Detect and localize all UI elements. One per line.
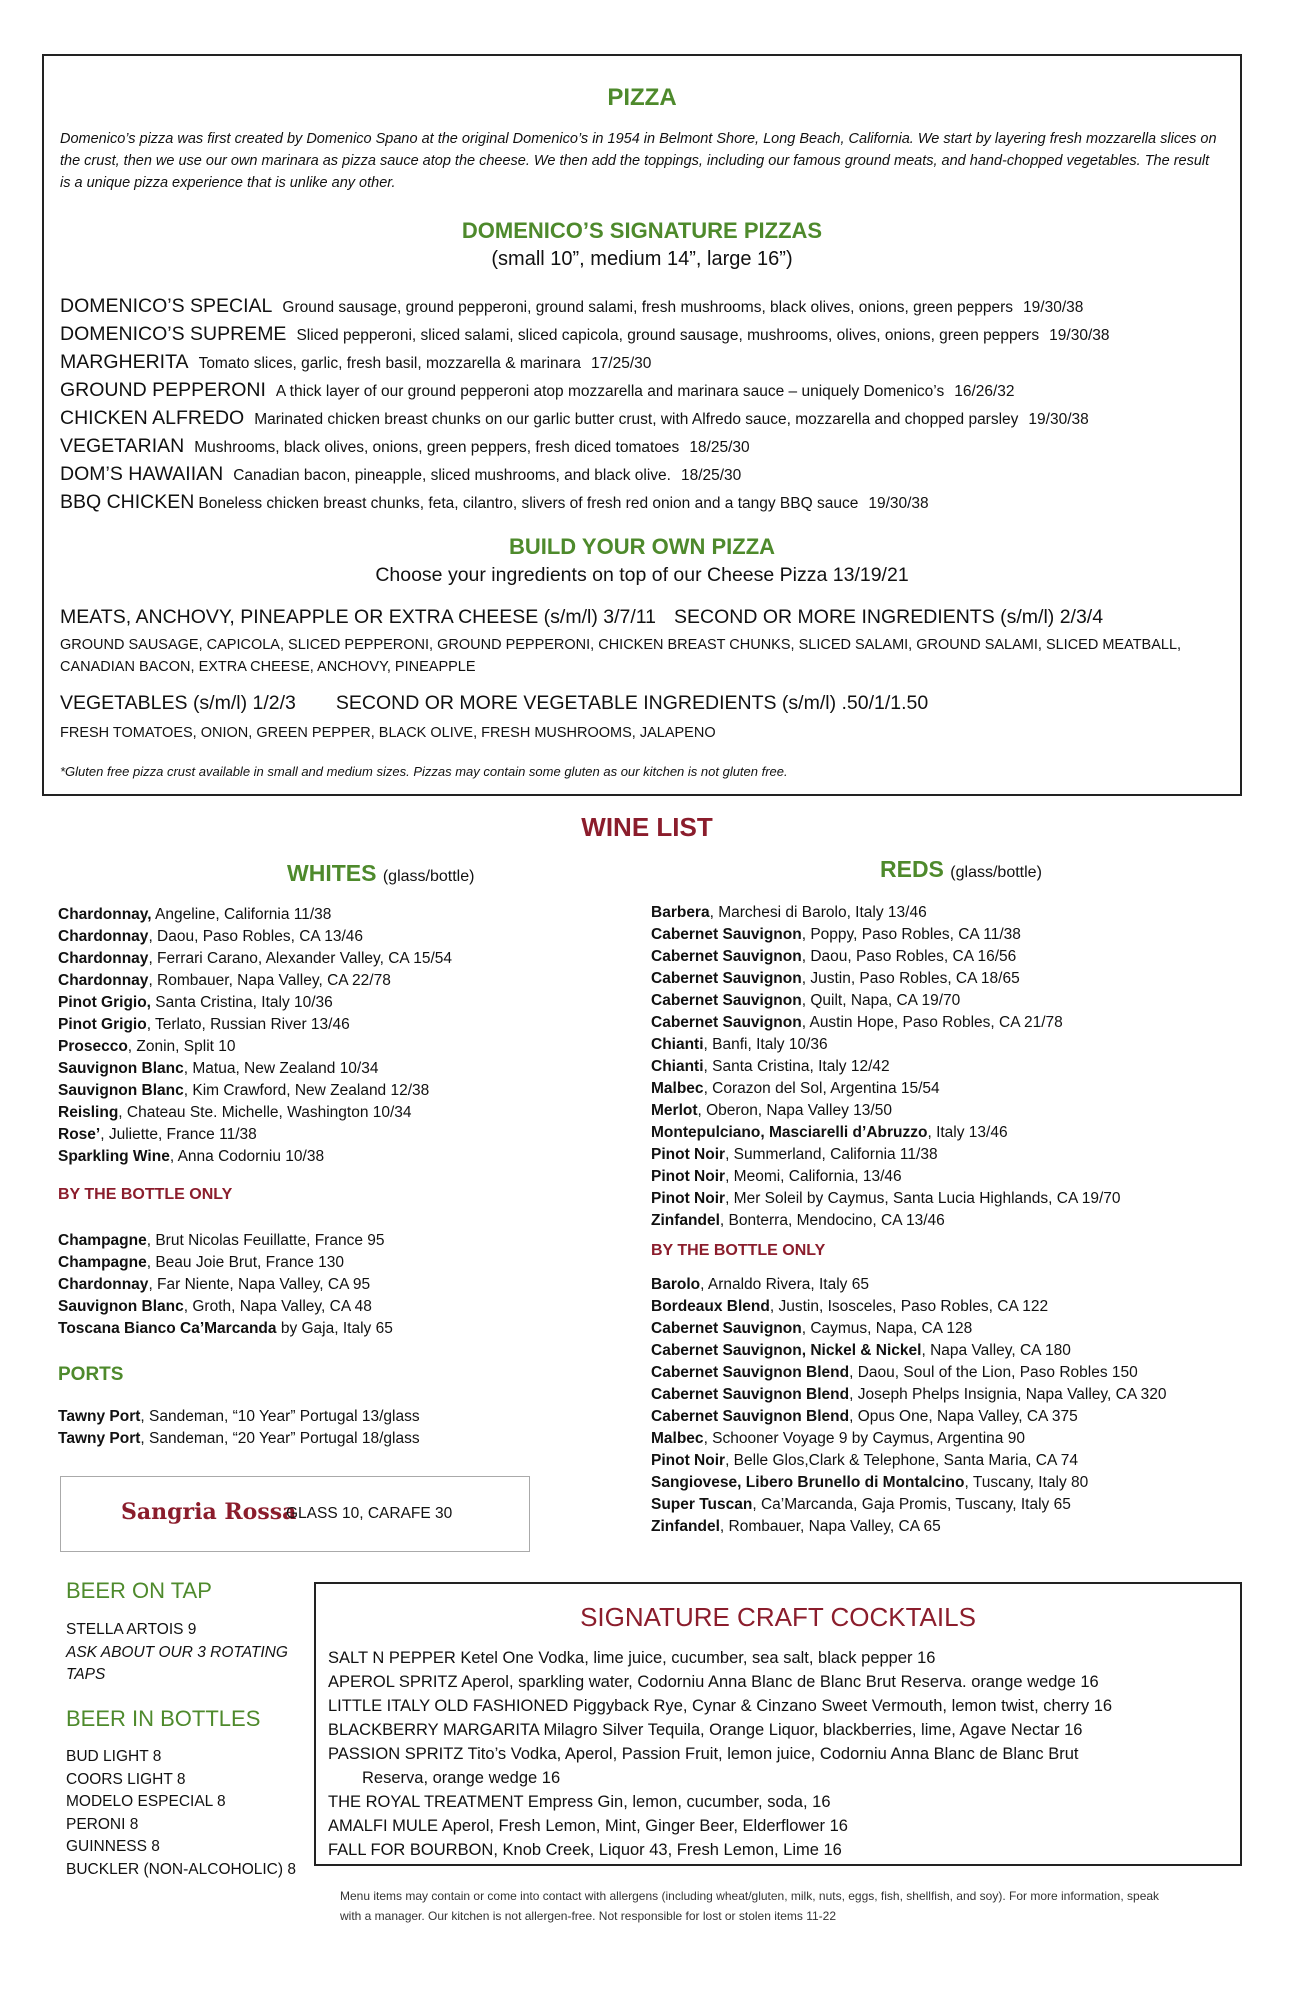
beer-in-bottles-heading: BEER IN BOTTLES (66, 1706, 261, 1731)
whites-bottle-label: BY THE BOTTLE ONLY (58, 1186, 233, 1203)
wine-name: Sangiovese, Libero Brunello di Montalcino (651, 1474, 965, 1491)
wine-detail: , Poppy, Paso Robles, CA 11/38 (801, 926, 1021, 943)
wine-name: Chianti (651, 1058, 704, 1075)
reds-heading (880, 856, 1042, 883)
wine-name: Sparkling Wine (58, 1148, 170, 1165)
wine-detail: , Ferrari Carano, Alexander Valley, CA 15/54 (148, 950, 452, 967)
wine-detail: , Italy 13/46 (927, 1124, 1008, 1141)
pizza-name: GROUND PEPPERONI (60, 379, 266, 401)
wine-name: Champagne (58, 1254, 147, 1271)
wine-detail: , Far Niente, Napa Valley, CA 95 (148, 1276, 371, 1293)
wine-detail: , Kim Crawford, New Zealand 12/38 (183, 1082, 430, 1099)
sangria-price: GLASS 10, CARAFE 30 (286, 1505, 453, 1522)
wine-detail: , Schooner Voyage 9 by Caymus, Argentina 90 (703, 1430, 1025, 1447)
wine-detail: , Opus One, Napa Valley, CA 375 (849, 1408, 1078, 1425)
wine-detail: , Corazon del Sol, Argentina 15/54 (703, 1080, 940, 1097)
wine-detail: , Sandeman, “10 Year” Portugal 13/glass (140, 1408, 420, 1425)
wine-item (651, 990, 1121, 1012)
whites-heading (287, 860, 474, 887)
veg-price: VEGETABLES (s/m/l) 1/2/3 (60, 692, 296, 714)
wine-item (651, 1472, 1166, 1494)
wine-detail: , Santa Cristina, Italy 12/42 (703, 1058, 890, 1075)
wine-name: Cabernet Sauvignon, Nickel & Nickel (651, 1342, 922, 1359)
wine-item (651, 1210, 1121, 1232)
wine-detail: , Groth, Napa Valley, CA 48 (183, 1298, 372, 1315)
wine-name: Zinfandel (651, 1212, 720, 1229)
wine-detail: , Brut Nicolas Feuillatte, France 95 (146, 1232, 385, 1249)
whites-unit: (glass/bottle) (382, 868, 475, 885)
beer-in-bottles-list (66, 1746, 296, 1881)
sangria-box (60, 1476, 530, 1552)
wine-item (651, 902, 1121, 924)
cocktail-item: AMALFI MULE Aperol, Fresh Lemon, Mint, Ginger Beer, Elderflower 16 (328, 1817, 848, 1835)
pizza-price: 18/25/30 (689, 439, 750, 456)
wine-detail: , Banfi, Italy 10/36 (703, 1036, 828, 1053)
wine-name: Chardonnay (58, 928, 149, 945)
pizza-name: BBQ CHICKEN (60, 491, 195, 513)
wine-name: Barbera (651, 904, 710, 921)
wine-name: Pinot Noir (651, 1452, 726, 1469)
wine-item (58, 1102, 452, 1124)
wine-item (651, 1274, 1166, 1296)
wine-item (651, 1100, 1121, 1122)
wine-name: Sauvignon Blanc (58, 1060, 184, 1077)
wine-detail: , Anna Codorniu 10/38 (169, 1148, 325, 1165)
wine-detail: , Napa Valley, CA 180 (921, 1342, 1071, 1359)
wine-item (58, 992, 452, 1014)
wine-item (58, 1036, 452, 1058)
pizza-desc: Tomato slices, garlic, fresh basil, mozzarella & marinara (198, 355, 582, 372)
wine-item (651, 1166, 1121, 1188)
ports-list (58, 1406, 420, 1450)
wine-detail: , Daou, Paso Robles, CA 13/46 (148, 928, 363, 945)
cocktail-item: THE ROYAL TREATMENT Empress Gin, lemon, cucumber, soda, 16 (328, 1793, 831, 1811)
meats-pricing (60, 606, 1103, 629)
wine-item (651, 1516, 1166, 1538)
wine-name: Cabernet Sauvignon (651, 1014, 802, 1031)
pizza-price: 19/30/38 (1028, 411, 1089, 428)
cocktails-list (328, 1646, 1222, 1862)
signature-pizzas-sizes: (small 10”, medium 14”, large 16”) (491, 248, 793, 270)
wine-name: Tawny Port (58, 1430, 141, 1447)
pizza-name: DOM’S HAWAIIAN (60, 463, 224, 485)
wine-detail: , Joseph Phelps Insignia, Napa Valley, CA 320 (849, 1386, 1167, 1403)
wine-detail: , Justin, Paso Robles, CA 18/65 (801, 970, 1020, 987)
pizza-name: MARGHERITA (60, 351, 189, 373)
wine-detail: , Bonterra, Mendocino, CA 13/46 (719, 1212, 945, 1229)
pizza-desc: Marinated chicken breast chunks on our garlic butter crust, with Alfredo sauce, mozzarella and chopped parsley (254, 411, 1019, 428)
wine-item (58, 1296, 393, 1318)
wine-item (58, 1124, 452, 1146)
wine-name: Cabernet Sauvignon Blend (651, 1386, 850, 1403)
wine-detail: , Mer Soleil by Caymus, Santa Lucia Highlands, CA 19/70 (725, 1190, 1121, 1207)
wine-item (58, 1058, 452, 1080)
wine-name: Chianti (651, 1036, 704, 1053)
wine-item (651, 1144, 1121, 1166)
wine-name: Malbec (651, 1080, 704, 1097)
wine-name: Cabernet Sauvignon (651, 970, 802, 987)
beer-on-tap-list (66, 1619, 288, 1687)
pizza-price: 19/30/38 (868, 495, 929, 512)
wine-detail: , Sandeman, “20 Year” Portugal 18/glass (140, 1430, 420, 1447)
wine-item (651, 1034, 1121, 1056)
wine-detail: , Ca’Marcanda, Gaja Promis, Tuscany, Italy 65 (752, 1496, 1071, 1513)
pizza-desc: Canadian bacon, pineapple, sliced mushrooms, and black olive. (233, 467, 671, 484)
wine-name: Prosecco (58, 1038, 128, 1055)
pizza-name: DOMENICO’S SPECIAL (60, 295, 273, 317)
wine-item (651, 1318, 1166, 1340)
wine-item (58, 1406, 420, 1428)
pizza-item (60, 488, 1230, 516)
wine-item (651, 968, 1121, 990)
wine-name: Tawny Port (58, 1408, 141, 1425)
reds-bottle-list (651, 1274, 1166, 1538)
pizza-desc: Ground sausage, ground pepperoni, ground salami, fresh mushrooms, black olives, onions, green peppers (282, 299, 1014, 316)
veg-list: FRESH TOMATOES, ONION, GREEN PEPPER, BLACK OLIVE, FRESH MUSHROOMS, JALAPENO (60, 725, 716, 741)
veg-extra-price: SECOND OR MORE VEGETABLE INGREDIENTS (s/m/l) .50/1/1.50 (335, 692, 929, 714)
reds-bottle-label: BY THE BOTTLE ONLY (651, 1242, 826, 1259)
beer-item: BUCKLER (NON-ALCOHOLIC) 8 (66, 1860, 296, 1878)
wine-name: Barolo (651, 1276, 701, 1293)
wine-item (651, 924, 1121, 946)
wine-item (58, 1230, 393, 1252)
pizza-name: DOMENICO’S SUPREME (60, 323, 287, 345)
beer-item: PERONI 8 (66, 1815, 139, 1833)
meats-price: MEATS, ANCHOVY, PINEAPPLE OR EXTRA CHEESE (s/m/l) 3/7/11 (60, 606, 657, 628)
wine-item (58, 970, 452, 992)
beer-item: ASK ABOUT OUR 3 ROTATING (66, 1643, 288, 1661)
wine-name: Merlot (651, 1102, 698, 1119)
pizza-item (60, 432, 1230, 460)
cocktail-item-continued: Reserva, orange wedge 16 (362, 1769, 561, 1787)
wine-item (58, 1318, 393, 1340)
beer-item: GUINNESS 8 (66, 1838, 160, 1855)
wine-item (58, 1252, 393, 1274)
wine-item (651, 1296, 1166, 1318)
wine-detail: , Oberon, Napa Valley 13/50 (697, 1102, 892, 1119)
pizza-name: CHICKEN ALFREDO (60, 407, 245, 429)
sangria-name: Sangria Rossa (121, 1499, 297, 1525)
wine-item (651, 946, 1121, 968)
wine-item (651, 1406, 1166, 1428)
wine-item (58, 1146, 452, 1168)
wine-item (651, 1384, 1166, 1406)
wine-item (58, 1080, 452, 1102)
wine-detail: Santa Cristina, Italy 10/36 (151, 994, 333, 1011)
wine-detail: , Caymus, Napa, CA 128 (801, 1320, 973, 1337)
cocktail-item: LITTLE ITALY OLD FASHIONED Piggyback Rye, Cynar & Cinzano Sweet Vermouth, lemon twist, cherry 16 (328, 1697, 1113, 1715)
wine-detail: , Juliette, France 11/38 (100, 1126, 257, 1143)
wine-name: Zinfandel (651, 1518, 720, 1535)
reds-unit: (glass/bottle) (950, 864, 1042, 881)
wine-name: Bordeaux Blend (651, 1298, 770, 1315)
meats-extra-price: SECOND OR MORE INGREDIENTS (s/m/l) 2/3/4 (674, 606, 1104, 628)
wine-item (651, 1428, 1166, 1450)
beer-item: STELLA ARTOIS 9 (66, 1621, 197, 1638)
wine-detail: , Meomi, California, 13/46 (725, 1168, 902, 1185)
pizza-name: VEGETARIAN (60, 435, 185, 457)
byo-subtitle: Choose your ingredients on top of our Cheese Pizza 13/19/21 (375, 564, 909, 586)
whites-title: WHITES (287, 860, 377, 886)
wine-item (58, 1014, 452, 1036)
beer-on-tap-heading: BEER ON TAP (66, 1578, 212, 1603)
pizza-intro: Domenico’s pizza was first created by Domenico Spano at the original Domenico’s in 1954 in Belmont Shore, Long Beach, California. We start by layering fresh mozzarella slices on the crust, then we use our own marinara as pizza sauce atop the cheese. We then add the toppings, including our famous ground meats, and hand-chopped vegetables. The result is a unique pizza experience that is unlike any other. (60, 131, 1217, 191)
pizza-desc: A thick layer of our ground pepperoni atop mozzarella and marinara sauce – uniquely Domenico’s (275, 383, 945, 400)
wine-name: Pinot Noir (651, 1146, 726, 1163)
wine-item (651, 1012, 1121, 1034)
pizza-list (60, 292, 1230, 516)
wine-name: Pinot Grigio (58, 1016, 147, 1033)
reds-title: REDS (880, 856, 944, 882)
wine-name: Cabernet Sauvignon (651, 926, 802, 943)
beer-item: MODELO ESPECIAL 8 (66, 1793, 226, 1810)
wine-item (651, 1078, 1121, 1100)
wine-item (651, 1122, 1121, 1144)
wine-item (651, 1056, 1121, 1078)
signature-pizzas-title: DOMENICO’S SIGNATURE PIZZAS (461, 218, 823, 243)
allergen-notice: Menu items may contain or come into contact with allergens (including wheat/gluten, milk, nuts, eggs, fish, shellfish, and soy). For more information, speak with a manager. Our kitchen is not allergen-free. Not responsible for lost or stolen items 11-22 (340, 1889, 1160, 1923)
wine-detail: , Summerland, California 11/38 (725, 1146, 938, 1163)
wine-item (651, 1362, 1166, 1384)
pizza-price: 17/25/30 (591, 355, 652, 372)
wine-name: Cabernet Sauvignon Blend (651, 1408, 850, 1425)
cocktail-item: BLACKBERRY MARGARITA Milagro Silver Tequila, Orange Liquor, blackberries, lime, Agave Nectar 16 (328, 1721, 1083, 1739)
wine-item (651, 1494, 1166, 1516)
wine-detail: , Zonin, Split 10 (127, 1038, 236, 1055)
wine-item (651, 1340, 1166, 1362)
wine-name: Reisling (58, 1104, 119, 1121)
pizza-section (42, 54, 1242, 796)
pizza-desc: Mushrooms, black olives, onions, green peppers, fresh diced tomatoes (194, 439, 680, 456)
wine-name: Cabernet Sauvignon (651, 992, 802, 1009)
wine-name: Pinot Noir (651, 1190, 726, 1207)
wine-name: Sauvignon Blanc (58, 1298, 184, 1315)
wine-item (58, 948, 452, 970)
wine-item (58, 1274, 393, 1296)
pizza-item (60, 376, 1230, 404)
whites-bottle-list (58, 1230, 393, 1340)
cocktails-section (314, 1582, 1242, 1866)
wine-name: Chardonnay (58, 950, 149, 967)
pizza-item (60, 460, 1230, 488)
pizza-title: PIZZA (607, 84, 677, 111)
wine-name: Champagne (58, 1232, 147, 1249)
beer-item: TAPS (66, 1666, 106, 1683)
wine-item (58, 1428, 420, 1450)
wine-name: Cabernet Sauvignon (651, 1320, 802, 1337)
reds-list (651, 902, 1121, 1232)
wine-name: Montepulciano, Masciarelli d’Abruzzo (651, 1124, 928, 1141)
ports-label: PORTS (58, 1364, 124, 1385)
wine-item (651, 1188, 1121, 1210)
wine-detail: by Gaja, Italy 65 (276, 1320, 393, 1337)
meats-list: GROUND SAUSAGE, CAPICOLA, SLICED PEPPERONI, GROUND PEPPERONI, CHICKEN BREAST CHUNKS, SLICED SALAMI, GROUND SALAMI, SLICED MEATBALL, CANADIAN BACON, EXTRA CHEESE, ANCHOVY, PINEAPPLE (60, 637, 1182, 675)
pizza-item (60, 348, 1230, 376)
pizza-desc: Boneless chicken breast chunks, feta, cilantro, slivers of fresh red onion and a tangy BBQ sauce (198, 495, 859, 512)
wine-detail: , Daou, Paso Robles, CA 16/56 (801, 948, 1017, 965)
wine-name: Chardonnay (58, 1276, 149, 1293)
wine-detail: Angeline, California 11/38 (151, 906, 332, 923)
wine-list-title: WINE LIST (581, 812, 713, 842)
wine-detail: , Rombauer, Napa Valley, CA 22/78 (148, 972, 391, 989)
gluten-note: *Gluten free pizza crust available in small and medium sizes. Pizzas may contain some gluten as our kitchen is not gluten free. (60, 764, 788, 779)
wine-name: Chardonnay (58, 972, 149, 989)
wine-detail: , Justin, Isosceles, Paso Robles, CA 122 (769, 1298, 1049, 1315)
wine-name: Super Tuscan (651, 1496, 753, 1513)
beer-item: COORS LIGHT 8 (66, 1770, 186, 1788)
wine-detail: , Marchesi di Barolo, Italy 13/46 (709, 904, 927, 921)
wine-item (651, 1450, 1166, 1472)
pizza-price: 16/26/32 (954, 383, 1015, 400)
wine-name: Cabernet Sauvignon Blend (651, 1364, 850, 1381)
pizza-item (60, 292, 1230, 320)
pizza-item (60, 320, 1230, 348)
pizza-price: 19/30/38 (1049, 327, 1110, 344)
wine-detail: , Arnaldo Rivera, Italy 65 (700, 1276, 869, 1293)
wine-item (58, 904, 452, 926)
wine-name: Chardonnay, (58, 906, 152, 923)
wine-detail: , Austin Hope, Paso Robles, CA 21/78 (801, 1014, 1063, 1031)
cocktail-item: APEROL SPRITZ Aperol, sparkling water, Codorniu Anna Blanc de Blanc Brut Reserva. orange wedge 16 (328, 1673, 1099, 1691)
wine-detail: , Daou, Soul of the Lion, Paso Robles 150 (849, 1364, 1138, 1381)
wine-detail: , Rombauer, Napa Valley, CA 65 (719, 1518, 941, 1535)
pizza-price: 18/25/30 (680, 467, 742, 484)
wine-detail: , Beau Joie Brut, France 130 (146, 1254, 345, 1271)
wine-detail: , Matua, New Zealand 10/34 (183, 1060, 379, 1077)
whites-list (58, 904, 452, 1168)
wine-detail: , Tuscany, Italy 80 (964, 1474, 1089, 1491)
wine-name: Pinot Grigio, (58, 994, 151, 1011)
cocktail-item: SALT N PEPPER Ketel One Vodka, lime juice, cucumber, sea salt, black pepper 16 (328, 1649, 936, 1667)
wine-detail: , Quilt, Napa, CA 19/70 (801, 992, 961, 1009)
cocktail-item: PASSION SPRITZ Tito’s Vodka, Aperol, Passion Fruit, lemon juice, Codorniu Anna Blanc de Blanc Brut (328, 1745, 1079, 1763)
wine-name: Sauvignon Blanc (58, 1082, 184, 1099)
wine-name: Toscana Bianco Ca’Marcanda (58, 1320, 277, 1337)
cocktails-title: SIGNATURE CRAFT COCKTAILS (580, 1602, 976, 1632)
wine-name: Cabernet Sauvignon (651, 948, 802, 965)
wine-detail: , Terlato, Russian River 13/46 (146, 1016, 350, 1033)
wine-item (58, 926, 452, 948)
wine-name: Rose’ (58, 1126, 101, 1143)
pizza-item (60, 404, 1230, 432)
wine-name: Pinot Noir (651, 1168, 726, 1185)
cocktail-item: FALL FOR BOURBON, Knob Creek, Liquor 43, Fresh Lemon, Lime 16 (328, 1841, 842, 1859)
veg-pricing (60, 692, 928, 715)
byo-title: BUILD YOUR OWN PIZZA (508, 534, 776, 559)
wine-name: Malbec (651, 1430, 704, 1447)
beer-item: BUD LIGHT 8 (66, 1748, 162, 1765)
pizza-price: 19/30/38 (1023, 299, 1084, 316)
wine-detail: , Chateau Ste. Michelle, Washington 10/34 (118, 1104, 412, 1121)
pizza-desc: Sliced pepperoni, sliced salami, sliced capicola, ground sausage, mushrooms, olives, onions, green peppers (296, 327, 1040, 344)
wine-detail: , Belle Glos,Clark & Telephone, Santa Maria, CA 74 (725, 1452, 1079, 1469)
